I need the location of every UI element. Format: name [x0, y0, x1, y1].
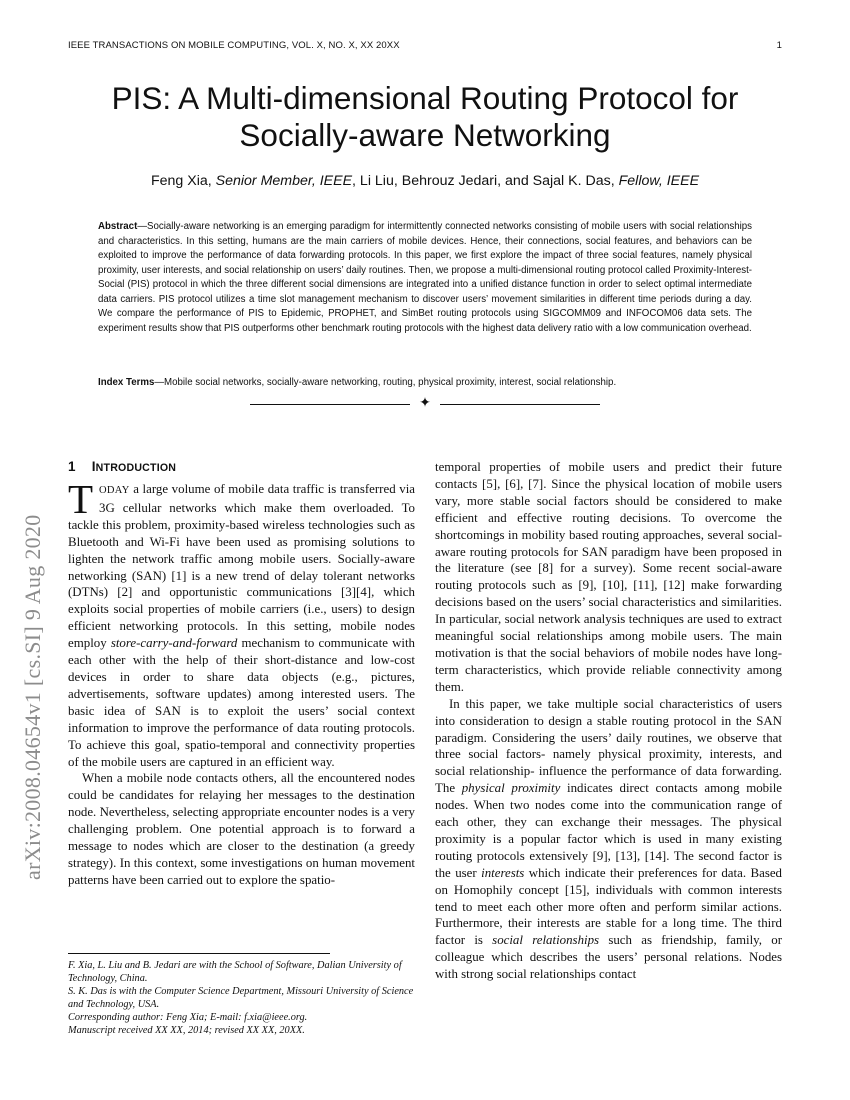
author-1: Feng Xia, [150, 173, 216, 189]
intro-p4-text-d: such as friendship, family, or colleague which describes the users’ personal relations. Nodes with strong social relationships contact [435, 933, 782, 982]
intro-p1-text-a: a large volume of mobile data traffic is transferred via 3G cellular networks which make them overloaded. To tackle this problem, proximity-based wireless technologies such as Bluetooth and Wi-Fi have been used as promising solutions to lighten the network traffic among mobile users. Socially-aware networking (SAN) [1] is a new trend of delay tolerant networks (DTNs) [2] and opportunistic communications [3][4], which exploits social properties of mobile carriers (i.e., users) to design efficient networking protocols. In this setting, mobile nodes employ [68, 482, 415, 651]
intro-p1-text-b: mechanism to communicate with each other with the help of their short-distance and low-cost devices in order to share data objects (e.g., pictures, advertisements, software updates) among interested users. The basic idea of SAN is to exploit the users’ social context information to improve the performance of data routing protocols. To achieve this goal, spatio-temporal and connectivity properties of the mobile users are captured in an efficient way. [68, 636, 415, 769]
intro-p4-emphasis-2: interests [481, 865, 525, 880]
index-terms [98, 376, 752, 391]
page-number: 1 [776, 40, 782, 51]
intro-p4-emphasis-3: social relationships [492, 933, 600, 948]
divider-rule-right [440, 404, 600, 405]
abstract-label: Abstract [98, 221, 138, 232]
footnote-manuscript-dates: Manuscript received XX XX, 2014; revised XX XX, 20XX. [68, 1024, 305, 1036]
title-line-1: PIS: A Multi-dimensional Routing Protocol for [111, 80, 739, 116]
divider-rule-left [250, 404, 410, 405]
footnote-affiliation-1: F. Xia, L. Liu and B. Jedari are with the School of Software, Dalian University of Technology, China. [68, 960, 402, 984]
intro-p4-text-b: indicates direct contacts among mobile nodes. When two nodes come into the communication range of each other, they can exchange their messages. The physical proximity is a popular factor which is used in many existing routing protocols extensively [9], [13], [14]. The second factor is the user [435, 781, 783, 880]
intro-p1-emphasis: store-carry-and-forward [110, 636, 238, 651]
section-title-rest: NTRODUCTION [95, 462, 177, 474]
intro-p4-text-a: In this paper, we take multiple social characteristics of users into consideration to design a stable routing protocol in the SAN paradigm. Considering the users’ daily routines, we observe that three social factors- namely physical proximity, interests, and social relationship- influence the performance of data forwarding. The [435, 696, 782, 796]
intro-p4-text-c: which indicate their preferences for data. Based on Homophily concept [15], individuals with common interests tend to meet each other more often and perform similar actions. Furthermore, their interests are stable for a long time. The third factor is [435, 865, 783, 948]
footnote-affiliation-2: S. K. Das is with the Computer Science Department, Missouri University of Science and Technology, USA. [68, 985, 414, 1010]
authors-middle: , Li Liu, Behrouz Jedari, and Sajal K. Das, [352, 173, 619, 189]
intro-paragraph-2: When a mobile node contacts others, all the encountered nodes could be candidates for relaying her messages to the destination node. Nevertheless, selecting appropriate encounter nodes is a very challenging problem. One potential approach is to forward a message to nodes which are closer to the destination (a greedy strategy). In this context, some investigations on human movement patterns have been carried out to explore the spatio- [68, 771, 415, 887]
title-line-2: Socially-aware Networking [239, 117, 611, 153]
drop-cap: T [68, 476, 94, 522]
right-column [435, 459, 782, 983]
journal-line: IEEE TRANSACTIONS ON MOBILE COMPUTING, VOL. X, NO. X, XX 20XX [68, 40, 400, 51]
author-1-membership: Senior Member, IEEE [215, 173, 353, 189]
footnotes [68, 960, 415, 1037]
footnote-rule [68, 953, 330, 954]
intro-paragraph-3: temporal properties of mobile users and predict their future contacts [5], [6], [7]. Since the physical location of mobile users vary, more stable social factors should be considered to make efficient and effective routing decisions. To overcome the shortcomings in mobility based routing approaches, several social-aware routing protocols for SAN paradigm have been proposed in the literature (see [8] for a survey). Some recent social-aware routing protocols such as [9], [10], [11], [12] make forwarding decisions based on the users’ social characteristics and similarities. In particular, social network analysis techniques are used to extract meaningful social relationships among mobile users. The main motivation is that the social behaviors of mobile nodes have long-term characteristics, which provide reliable connectivity among them. [435, 460, 782, 694]
left-column [68, 459, 415, 889]
section-number: 1 [68, 459, 76, 474]
author-list [60, 173, 790, 189]
abstract [98, 220, 752, 336]
abstract-text: —Socially-aware networking is an emerging paradigm for intermittently connected networks consisting of mobile users with social relationships and characteristics. In this setting, humans are the main carriers of mobile devices. Hence, their connections, social features, and behaviors can be exploited to improve the performance of data forwarding protocols. In this paper, we first explore the impact of three social features, namely physical proximity, user interests, and social relationship on users’ daily routines. Then, we propose a multi-dimensional routing protocol called Proximity-Interest-Social (PIS) protocol in which the three different social dimensions are integrated into a unified distance function in order to select optimal intermediate data carriers. PIS protocol utilizes a time slot management mechanism to discover users’ movement similarities in different time periods during a day. We compare the performance of PIS to Epidemic, PROPHET, and SimBet routing protocols using SIGCOMM09 and INFOCOM06 data sets. The experiment results show that PIS outperforms other benchmark routing protocols with the highest data delivery ratio with a low communication overhead. [98, 221, 752, 334]
section-title-initial: I [91, 459, 96, 474]
section-heading-introduction [68, 459, 415, 476]
index-terms-label: Index Terms [98, 377, 155, 388]
paper-title [60, 80, 790, 154]
arxiv-identifier[interactable]: arXiv:2008.04654v1 [cs.SI] 9 Aug 2020 [20, 514, 45, 880]
author-4-membership: Fellow, IEEE [618, 173, 700, 189]
footnote-corresponding-author: Corresponding author: Feng Xia; E-mail: f.xia@ieee.org. [68, 1011, 308, 1023]
lead-in-text: ODAY [99, 485, 130, 496]
section-divider [250, 398, 600, 414]
divider-ornament-icon: ✦ [419, 396, 431, 411]
intro-p4-emphasis-1: physical proximity [461, 781, 561, 796]
intro-paragraph-4 [435, 696, 782, 983]
running-header [68, 40, 782, 52]
intro-paragraph-1 [68, 476, 415, 770]
index-terms-text: —Mobile social networks, socially-aware networking, routing, physical proximity, interest, social relationship. [154, 377, 617, 388]
